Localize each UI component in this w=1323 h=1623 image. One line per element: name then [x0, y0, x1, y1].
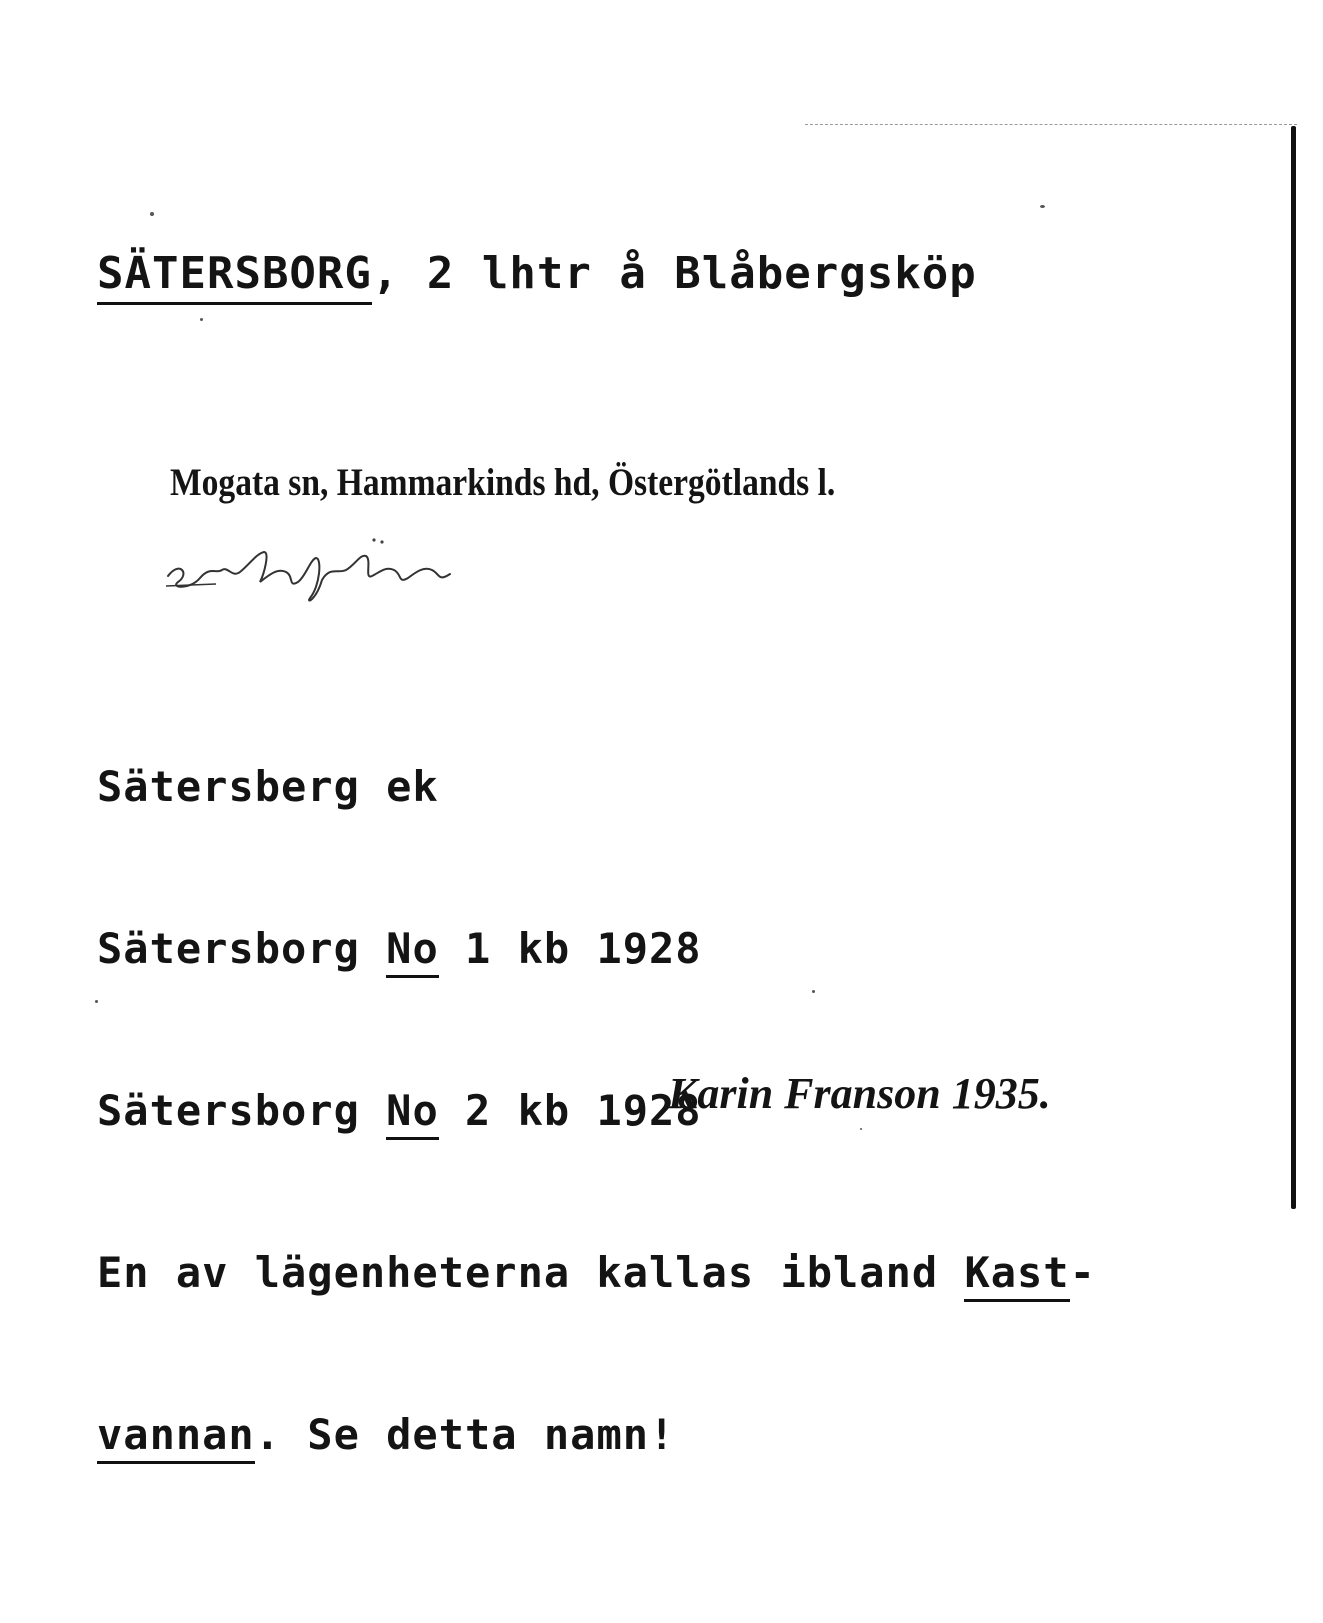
author-signature: Karin Franson 1935. [668, 1069, 1051, 1118]
dust-speck [95, 1000, 98, 1003]
dust-speck [1040, 205, 1045, 208]
line-text: - [1069, 1248, 1096, 1297]
body-line-4 [97, 1246, 1096, 1300]
number-abbrev: No [386, 924, 439, 978]
parish-district-line: Mogata sn, Hammarkinds hd, Östergötlands l. [170, 461, 836, 504]
line-text: En av lägenheterna kallas ibland [97, 1248, 965, 1297]
card-top-edge [805, 124, 1297, 125]
line-text: Sätersborg [97, 1086, 387, 1135]
body-line-5 [97, 1408, 1096, 1462]
card-title [97, 248, 977, 299]
cross-reference-part-1: Kast [964, 1248, 1069, 1302]
dust-speck [200, 318, 203, 321]
cross-reference-part-2: vannan [97, 1410, 255, 1464]
body-line-1 [97, 760, 1096, 814]
dust-speck [812, 990, 815, 993]
line-text: 2 kb 1928 [438, 1086, 702, 1135]
body-line-2 [97, 922, 1096, 976]
title-place-name: SÄTERSBORG [97, 248, 372, 305]
dust-speck [150, 212, 154, 216]
line-text: Sätersborg [97, 924, 387, 973]
dust-speck [860, 1128, 862, 1130]
line-text: Sätersberg ek [97, 762, 439, 811]
title-description: , 2 lhtr å Blåbergsköp [371, 248, 977, 299]
line-text: . Se detta namn! [254, 1410, 676, 1459]
line-text: 1 kb 1928 [438, 924, 702, 973]
number-abbrev: No [386, 1086, 439, 1140]
card-right-edge [1291, 126, 1296, 1209]
handwritten-annotation [160, 530, 460, 620]
